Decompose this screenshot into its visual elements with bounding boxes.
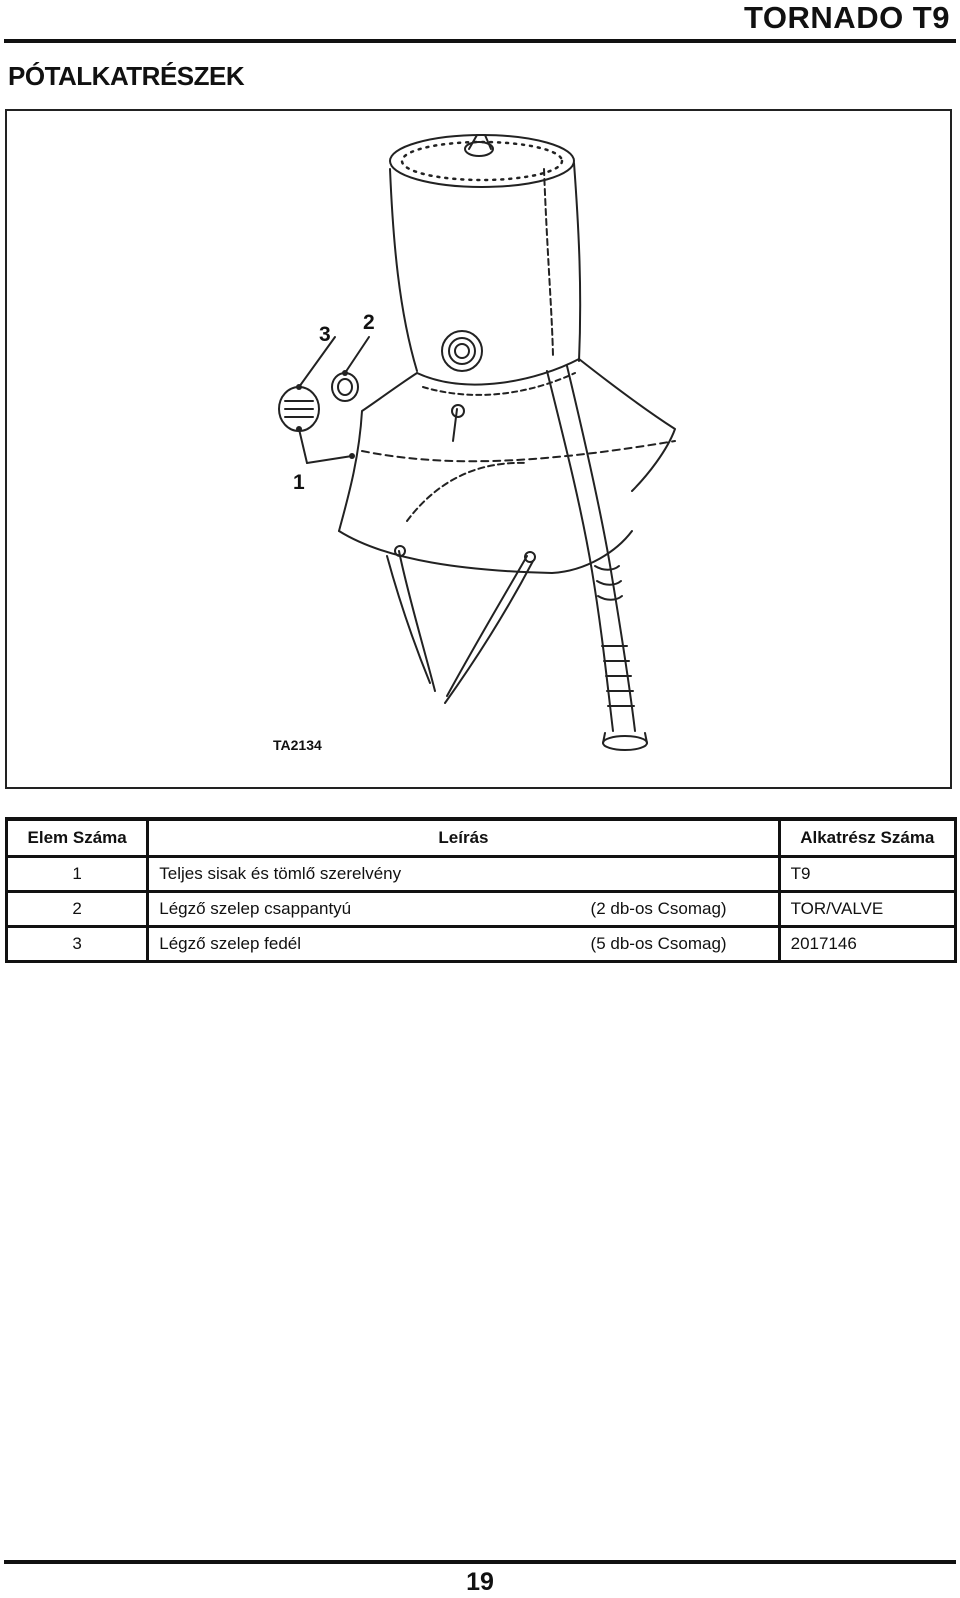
item-part-number: TOR/VALVE <box>779 892 955 927</box>
parts-diagram <box>5 109 952 789</box>
item-description: Teljes sisak és tömlő szerelvény <box>148 857 581 892</box>
header-part-number: Alkatrész Száma <box>779 819 955 857</box>
item-number: 2 <box>7 892 148 927</box>
item-quantity-note <box>581 857 780 892</box>
item-number: 3 <box>7 927 148 962</box>
header-item-number: Elem Száma <box>7 819 148 857</box>
table-row <box>7 892 956 927</box>
table-header-row <box>7 819 956 857</box>
item-part-number: T9 <box>779 857 955 892</box>
item-part-number: 2017146 <box>779 927 955 962</box>
header-rule <box>4 39 956 43</box>
table-row <box>7 857 956 892</box>
figure-code: TA2134 <box>273 737 322 753</box>
section-title: PÓTALKATRÉSZEK <box>8 61 245 91</box>
item-quantity-note: (2 db-os Csomag) <box>581 892 780 927</box>
parts-table <box>5 817 957 963</box>
helmet-illustration <box>7 111 950 787</box>
product-title: TORNADO T9 <box>744 0 950 35</box>
callout-3: 3 <box>319 323 331 346</box>
item-description: Légző szelep csappantyú <box>148 892 581 927</box>
callout-2: 2 <box>363 311 375 334</box>
footer-rule <box>4 1560 956 1564</box>
page-number: 19 <box>466 1568 494 1596</box>
item-number: 1 <box>7 857 148 892</box>
item-description: Légző szelep fedél <box>148 927 581 962</box>
item-quantity-note: (5 db-os Csomag) <box>581 927 780 962</box>
table-row <box>7 927 956 962</box>
header-description: Leírás <box>148 819 779 857</box>
callout-1: 1 <box>293 471 305 494</box>
